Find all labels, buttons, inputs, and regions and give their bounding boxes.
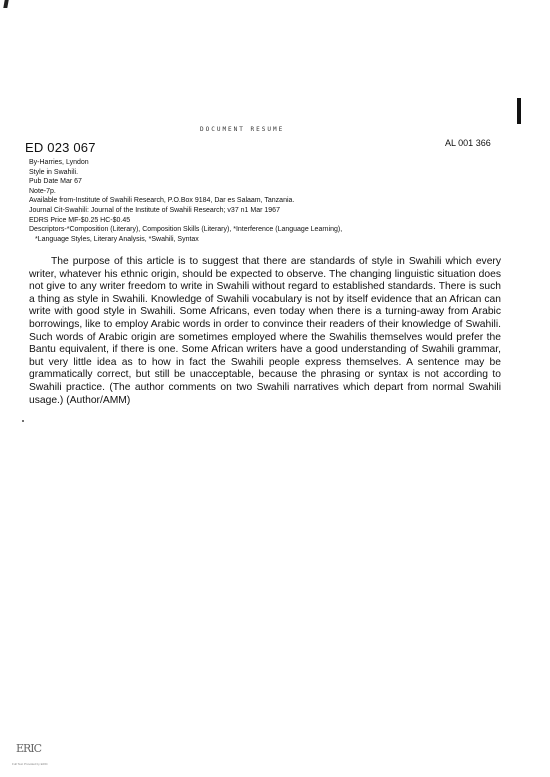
pub-date-line: Pub Date Mar 67: [29, 178, 82, 186]
eric-logo-subtext: Full Text Provided by ERIC: [12, 762, 48, 766]
author-line: By-Harries, Lyndon: [29, 159, 89, 166]
available-line: Available from-Institute of Swahili Research, P.O.Box 9184, Dar es Salaam, Tanzania.: [29, 197, 295, 205]
metadata-block: [29, 158, 519, 244]
journal-line: Journal Cit-Swahili: Journal of the Institute of Swahili Research; v37 n1 Mar 1967: [29, 206, 280, 214]
al-number: AL 001 366: [445, 138, 491, 148]
scan-artifact-dot: [22, 420, 24, 422]
scan-artifact-bar: [517, 98, 521, 124]
note-line: Note-7p.: [29, 187, 56, 195]
price-line: EDRS Price MF-$0.25 HC-$0.45: [29, 216, 131, 224]
descriptors-line-1: Descriptors-*Composition (Literary), Composition Skills (Literary), *Interference (Language Learning),: [29, 226, 343, 234]
title-line: Style in Swahili.: [29, 168, 79, 176]
abstract-text: The purpose of this article is to suggest that there are standards of style in Swahili which every writer, whatever his ethnic origin, should be expected to observe. The changing linguistic situation does not give to any writer freedom to write in Swahili without regard to established standards. There is such a thing as style in Swahili. Knowledge of Swahili vocabulary is not by itself evidence that an African can write with good style in Swahili. Some Africans, even today when there is a turning-away from Arabic borrowings, like to employ Arabic words in order to convince their readers of their knowledge of Swahili. Such words of Arabic origin are sometimes employed where the Swahilis themselves would prefer the Bantu equivalent, if there is one. Some African writers have a good understanding of Swahili grammar, but very little idea as to how in fact the Swahili people express themselves. A sentence may be grammatically correct, but still be unacceptable, because the phrasing or syntax is not according to Swahili practice. (The author comments on two Swahili narratives which depart from normal Swahili usage.) (Author/AMM): [29, 256, 501, 406]
eric-logo: ERIC: [16, 742, 42, 755]
scan-artifact-top-left: [3, 0, 8, 8]
ed-number: ED 023 067: [25, 140, 96, 155]
document-resume-header: DOCUMENT RESUME: [200, 126, 285, 133]
descriptors-line-2: *Language Styles, Literary Analysis, *Swahili, Syntax: [35, 235, 199, 243]
